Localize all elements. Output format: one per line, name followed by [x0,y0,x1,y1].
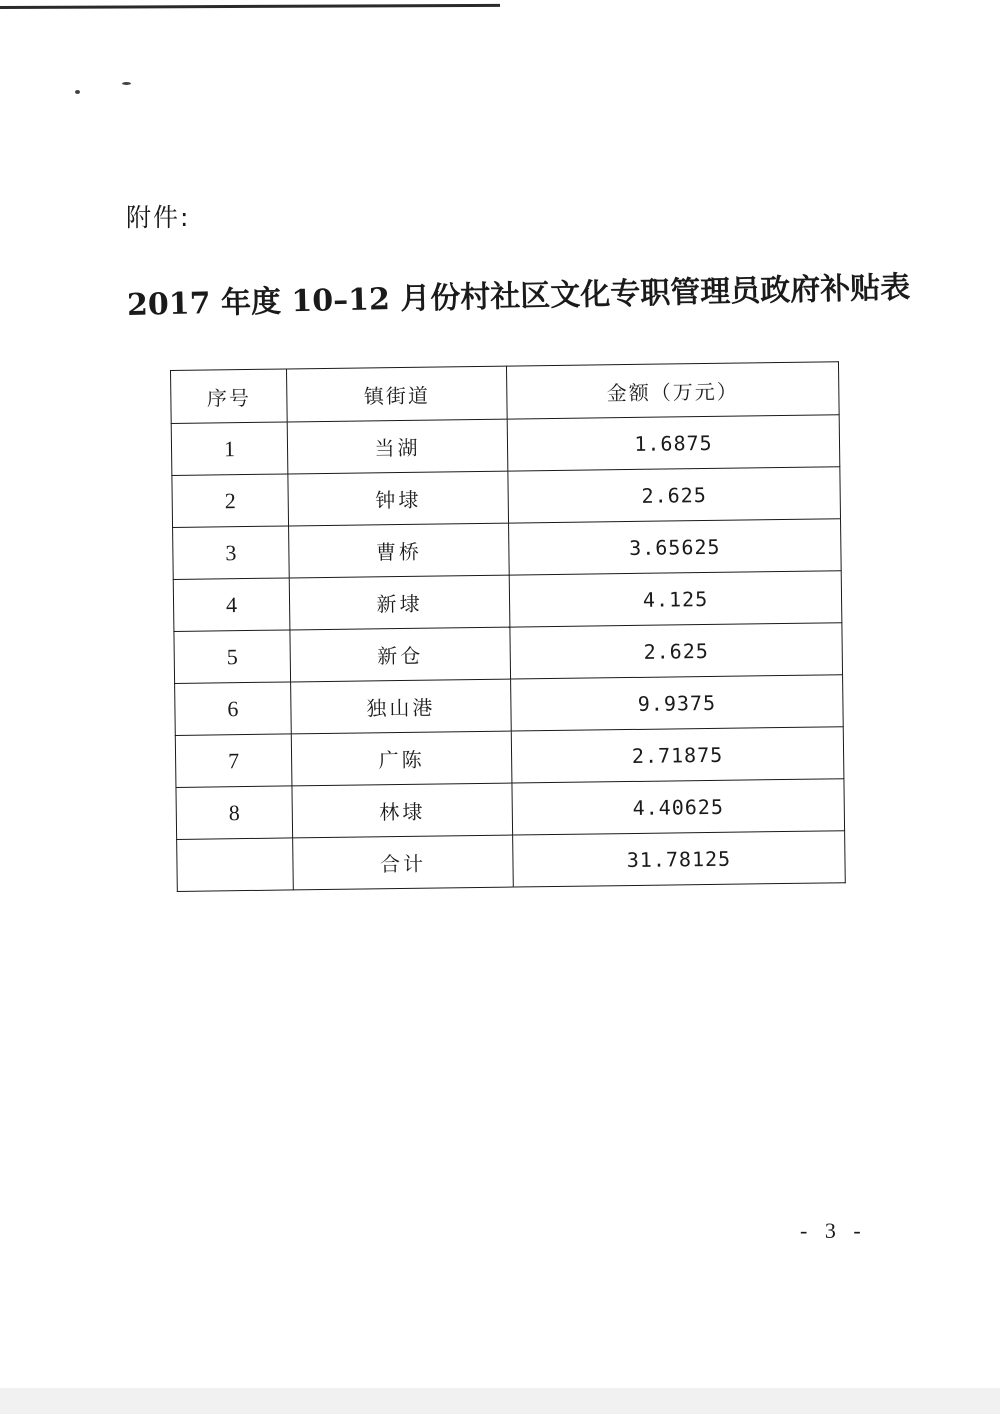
row-number: 3 [173,526,290,580]
row-amount: 2.71875 [511,727,844,783]
row-town: 曹桥 [289,523,510,578]
row-number: 4 [173,578,290,632]
scan-speck [122,82,131,85]
table-header-row [171,362,840,424]
row-town: 钟埭 [288,471,509,526]
row-number: 6 [175,682,292,736]
page-number: - 3 - [800,1218,867,1243]
row-town: 林埭 [292,783,513,838]
total-label: 合计 [293,835,514,890]
row-number: 8 [176,786,293,840]
row-town: 新仓 [290,627,511,682]
scan-edge-line [0,4,500,9]
total-number [177,838,294,892]
table-row [174,623,843,684]
table-row [171,415,840,476]
row-town: 独山港 [291,679,512,734]
row-number: 1 [171,422,288,476]
table-row [176,779,845,840]
table-total-row [177,831,846,892]
row-town: 新埭 [289,575,510,630]
header-serial-number: 序号 [171,369,288,424]
table-row [175,727,844,788]
row-amount: 2.625 [510,623,843,679]
row-amount: 4.40625 [512,779,845,835]
row-amount: 2.625 [508,467,841,523]
table-row [175,675,844,736]
table-row [173,571,842,632]
row-amount: 1.6875 [507,415,840,471]
table-row [173,519,842,580]
total-amount: 31.78125 [513,831,846,887]
row-number: 7 [175,734,292,788]
scan-speck [75,90,80,94]
row-amount: 3.65625 [509,519,842,575]
document-title: 2017 年度 10–12 月份村社区文化专职管理员政府补贴表 [126,270,911,323]
scan-bottom-band [0,1388,1000,1414]
row-amount: 4.125 [509,571,842,627]
subsidy-table [170,361,845,892]
row-town: 当湖 [287,419,508,474]
row-number: 5 [174,630,291,684]
table-row [172,467,841,528]
attachment-label: 附件: [126,203,191,232]
row-town: 广陈 [291,731,512,786]
row-number: 2 [172,474,289,528]
header-town-street: 镇街道 [286,366,507,422]
header-amount: 金额（万元） [506,362,839,419]
row-amount: 9.9375 [511,675,844,731]
